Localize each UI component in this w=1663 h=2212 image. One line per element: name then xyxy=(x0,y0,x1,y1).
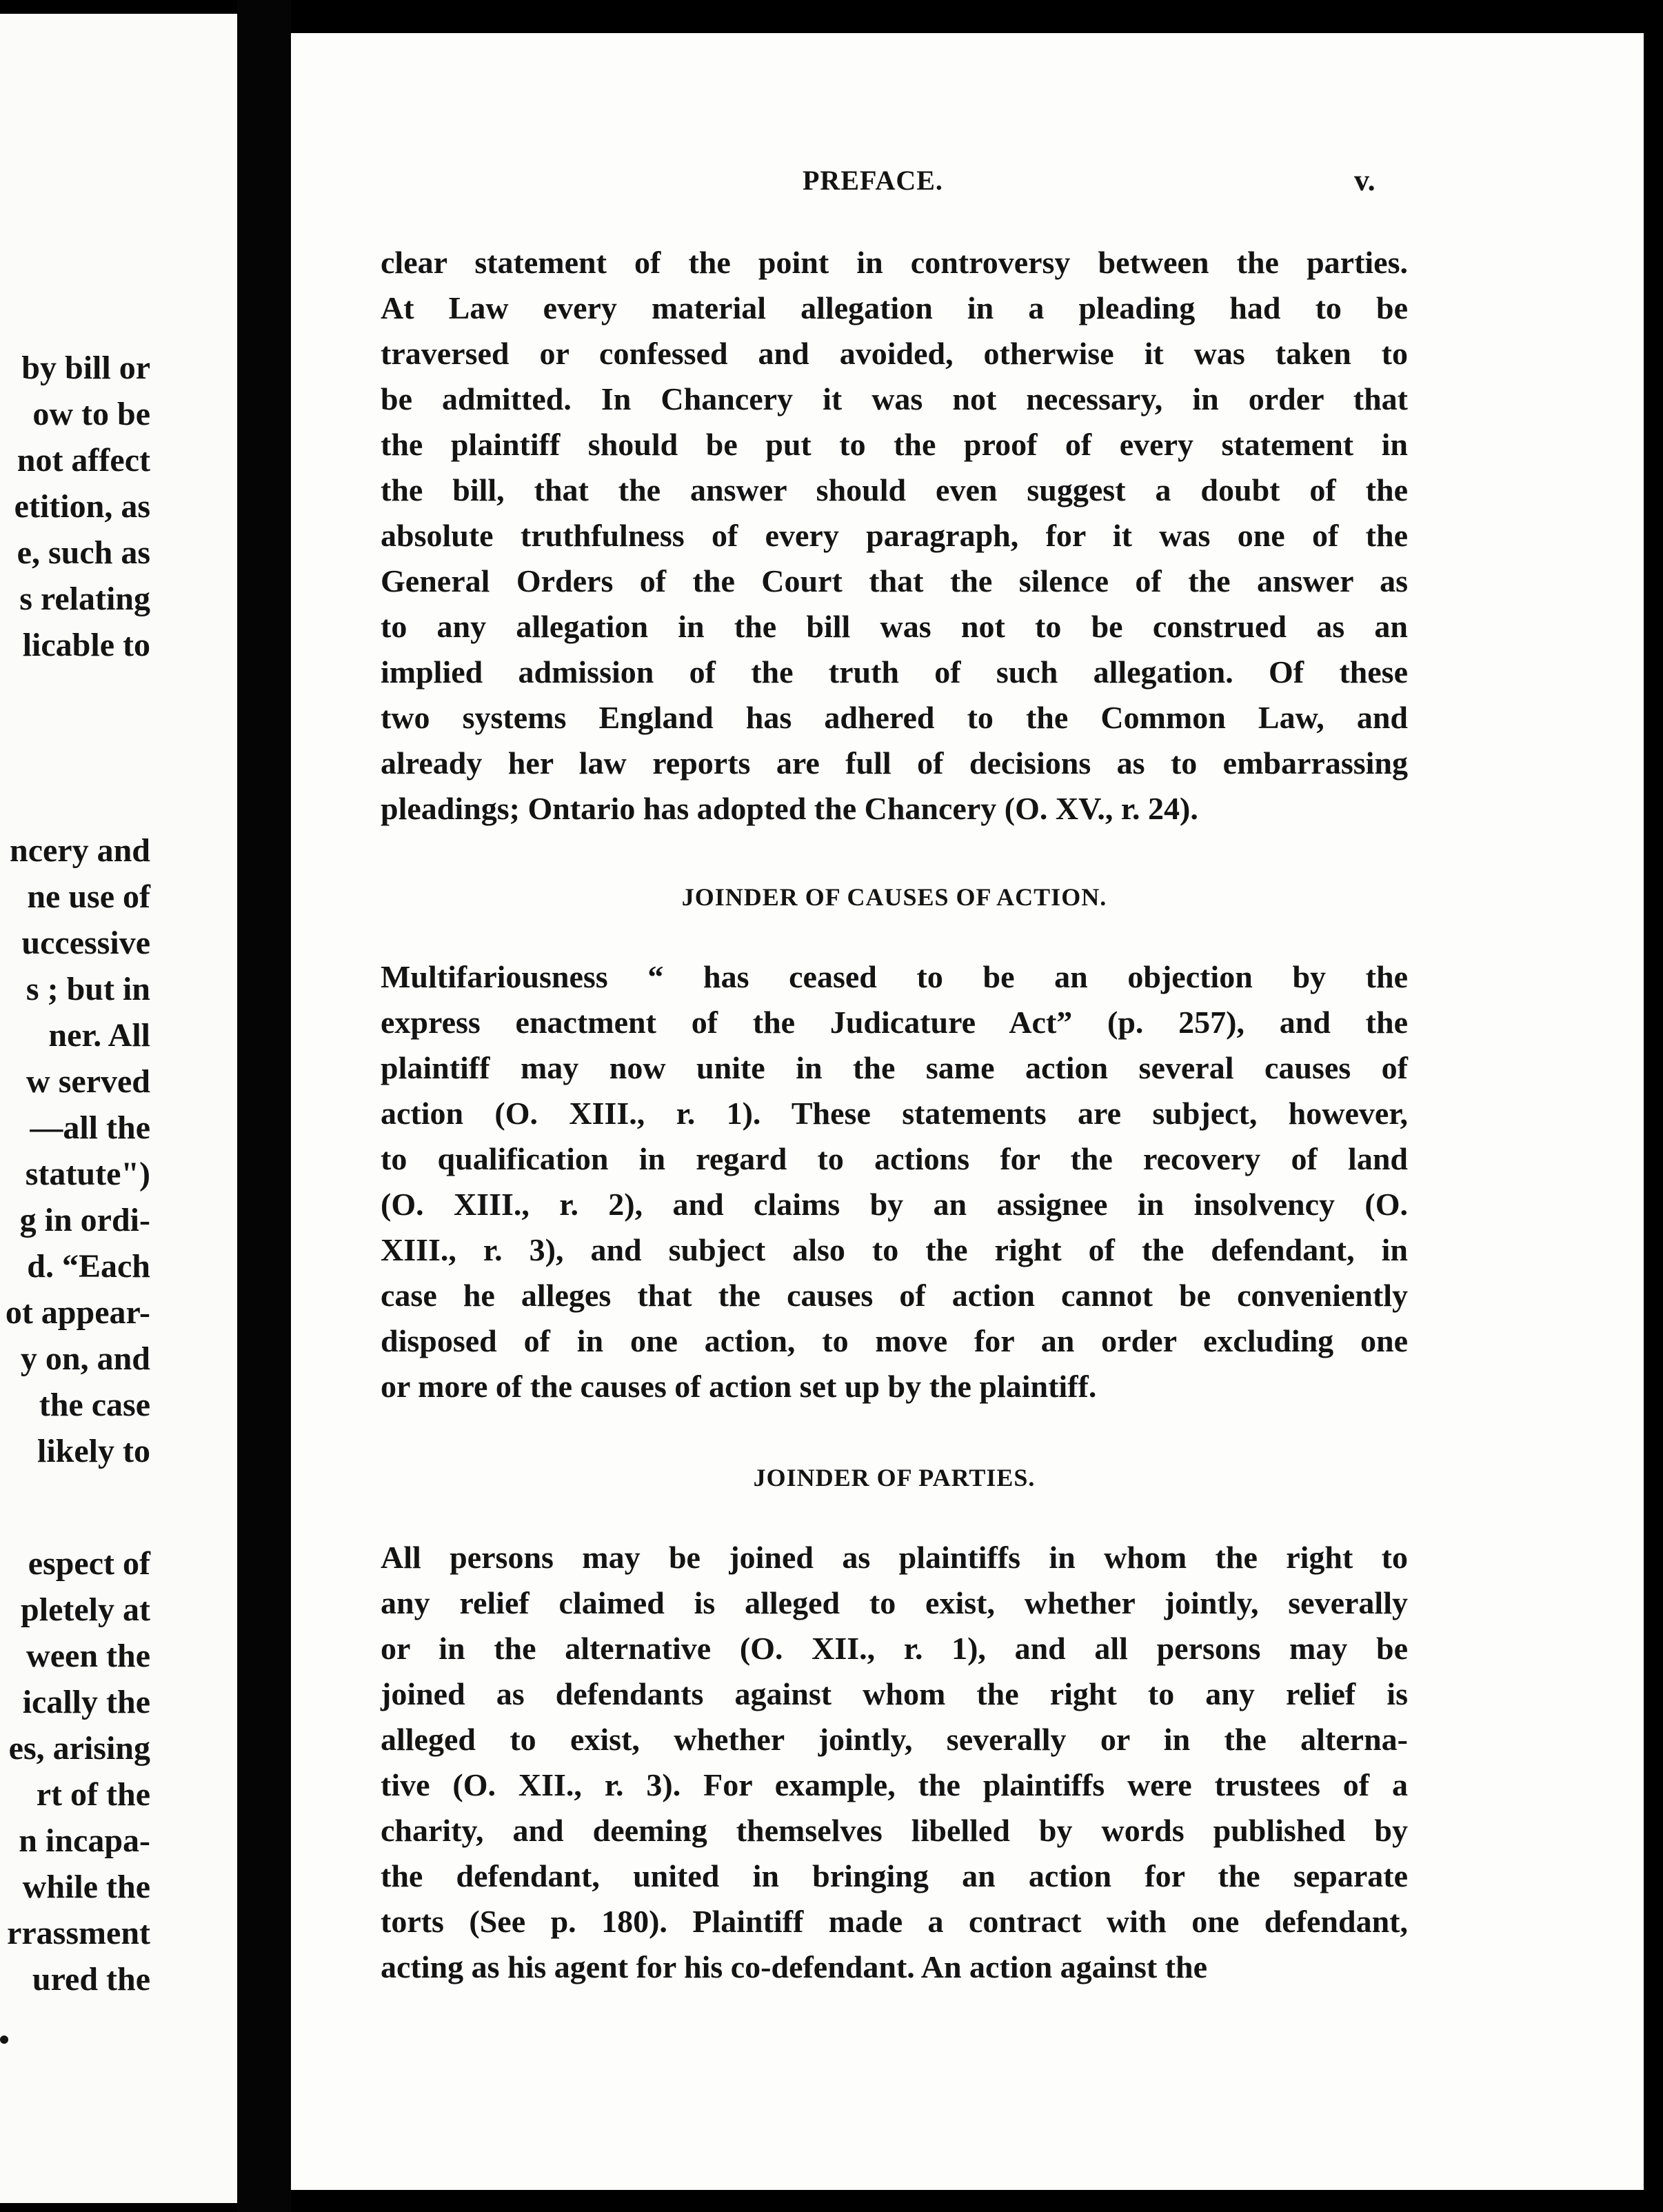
book-gutter xyxy=(237,0,291,2212)
text-line: two systems England has adhered to the Common Law, and xyxy=(381,700,1408,735)
left-page-text-fragment: licable to xyxy=(22,627,150,663)
left-page-text-fragment: w served xyxy=(26,1063,150,1100)
left-page-text-fragment: —all the xyxy=(30,1109,150,1146)
left-page-text-fragment: by bill or xyxy=(21,350,150,386)
text-line: tive (O. XII., r. 3). For example, the plaintiffs were trustees of a xyxy=(381,1767,1408,1802)
previous-page xyxy=(0,14,237,2203)
text-line: to any allegation in the bill was not to be construed as an xyxy=(381,609,1408,644)
left-page-text-fragment: g in ordi- xyxy=(19,1202,150,1238)
text-line: the defendant, united in bringing an action for the separate xyxy=(381,1858,1408,1893)
left-page-text-fragment: etition, as xyxy=(14,488,150,525)
text-line: the bill, that the answer should even suggest a doubt of the xyxy=(381,472,1408,507)
text-line: plaintiff may now unite in the same action several causes of xyxy=(381,1050,1408,1085)
text-line: to qualification in regard to actions for the recovery of land xyxy=(381,1141,1408,1176)
text-line: XIII., r. 3), and subject also to the right of the defendant, in xyxy=(381,1232,1408,1267)
left-page-text-fragment: d. “Each xyxy=(27,1248,150,1285)
text-line: be admitted. In Chancery it was not necessary, in order that xyxy=(381,381,1408,416)
text-line: already her law reports are full of decisions as to embarrassing xyxy=(381,745,1408,781)
text-line: implied admission of the truth of such allegation. Of these xyxy=(381,654,1408,690)
current-page xyxy=(291,33,1644,2190)
left-page-text-fragment: es, arising xyxy=(8,1730,150,1767)
paragraph-2 xyxy=(381,954,1408,1409)
left-page-text-fragment: ured the xyxy=(32,1961,150,1998)
left-page-text-fragment: ically the xyxy=(22,1684,150,1720)
left-page-text-fragment: not affect xyxy=(17,442,150,479)
left-page-text-fragment: ween the xyxy=(26,1638,150,1674)
text-line: case he alleges that the causes of action cannot be conveniently xyxy=(381,1278,1408,1313)
left-page-text-fragment: likely to xyxy=(37,1433,150,1469)
left-page-text-fragment: ne use of xyxy=(27,878,150,915)
left-page-text-fragment: s ; but in xyxy=(26,971,150,1007)
text-line: traversed or confessed and avoided, otherwise it was taken to xyxy=(381,336,1408,371)
text-line: the plaintiff should be put to the proof of every statement in xyxy=(381,427,1408,462)
text-line: any relief claimed is alleged to exist, whether jointly, severally xyxy=(381,1585,1408,1620)
text-line: disposed of in one action, to move for an order excluding one xyxy=(381,1323,1408,1358)
section-heading-joinder-of-parties: JOINDER OF PARTIES. xyxy=(753,1464,1036,1491)
page-number: v. xyxy=(1354,163,1375,197)
text-line: or in the alternative (O. XII., r. 1), and all persons may be xyxy=(381,1631,1408,1666)
paragraph-3 xyxy=(381,1535,1408,1990)
text-line: express enactment of the Judicature Act” (p. 257), and the xyxy=(381,1005,1408,1040)
left-page-text-fragment: s relating xyxy=(19,581,150,617)
left-page-text-fragment: the case xyxy=(39,1387,150,1423)
section-heading-joinder-of-causes: JOINDER OF CAUSES OF ACTION. xyxy=(681,883,1107,911)
paragraph-1 xyxy=(381,240,1408,832)
left-page-text-fragment: y on, and xyxy=(20,1340,150,1377)
text-line: All persons may be joined as plaintiffs in whom the right to xyxy=(381,1540,1408,1575)
left-page-text-fragment: e, such as xyxy=(17,534,150,571)
text-line: absolute truthfulness of every paragraph, for it was one of the xyxy=(381,518,1408,553)
running-head: PREFACE. xyxy=(803,165,943,196)
left-page-text-fragment: ncery and xyxy=(10,832,150,869)
text-line: action (O. XIII., r. 1). These statements are subject, however, xyxy=(381,1096,1408,1131)
text-line: joined as defendants against whom the right to any relief is xyxy=(381,1676,1408,1711)
left-page-text-fragment: rt of the xyxy=(36,1776,150,1813)
left-page-text-fragment: ow to be xyxy=(32,396,150,432)
left-page-text-fragment: n incapa- xyxy=(19,1822,150,1859)
left-page-text-fragment: ner. All xyxy=(48,1017,150,1054)
left-page-text-fragment: rrassment xyxy=(7,1915,150,1951)
text-line: pleadings; Ontario has adopted the Chancery (O. XV., r. 24). xyxy=(381,791,1198,826)
left-page-text-fragment: pletely at xyxy=(21,1591,150,1628)
left-page-text-fragment: uccessive xyxy=(21,925,150,961)
text-line: or more of the causes of action set up by the plaintiff. xyxy=(381,1369,1097,1404)
text-line: charity, and deeming themselves libelled by words published by xyxy=(381,1813,1408,1848)
text-line: General Orders of the Court that the silence of the answer as xyxy=(381,563,1408,599)
left-page-text-fragment: espect of xyxy=(28,1545,150,1582)
left-page-text-fragment: ot appear- xyxy=(5,1294,150,1331)
left-page-text-fragment: statute") xyxy=(25,1156,150,1192)
text-line: (O. XIII., r. 2), and claims by an assignee in insolvency (O. xyxy=(381,1187,1408,1222)
text-line: clear statement of the point in controversy between the parties. xyxy=(381,245,1408,280)
text-line: At Law every material allegation in a pleading had to be xyxy=(381,290,1408,325)
text-line: torts (See p. 180). Plaintiff made a contract with one defendant, xyxy=(381,1904,1408,1939)
left-page-text-fragment: while the xyxy=(22,1869,150,1905)
text-line: Multifariousness “ has ceased to be an objection by the xyxy=(381,959,1408,994)
ink-dot xyxy=(0,2035,8,2044)
text-line: alleged to exist, whether jointly, severally or in the alterna- xyxy=(381,1722,1408,1757)
text-line: acting as his agent for his co-defendant. An action against the xyxy=(381,1949,1208,1984)
